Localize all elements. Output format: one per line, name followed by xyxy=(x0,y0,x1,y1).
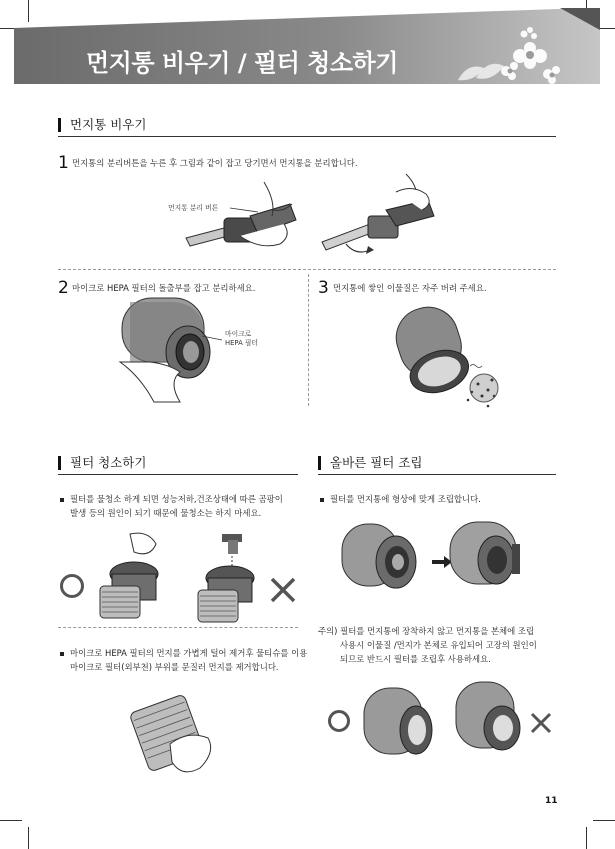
divider xyxy=(58,269,556,270)
filter-water-illustration xyxy=(188,530,268,625)
filter-note-line: 마이크로 HEPA 필터의 먼지를 가볍게 털어 제거후 물티슈를 이용 xyxy=(70,648,308,658)
release-button-label: 먼지통 분리 버튼 xyxy=(168,204,219,212)
caution-line: 되므로 반드시 필터를 조립후 사용하세요. xyxy=(340,654,491,664)
step-number: 2 xyxy=(58,278,69,298)
crop-mark xyxy=(28,827,29,849)
divider xyxy=(58,627,298,628)
filter-note-line: 발생 등의 원인이 되기 때문에 물청소는 하지 마세요. xyxy=(70,508,262,518)
caution-line: 주의) 필터를 먼지통에 장착하지 않고 먼지통을 본체에 조립 xyxy=(318,626,535,636)
assembly-note: 필터를 먼지통에 형상에 맞게 조립합니다. xyxy=(330,494,481,504)
page-title: 먼지통 비우기 / 필터 청소하기 xyxy=(86,49,398,77)
filter-shake-illustration xyxy=(90,530,170,620)
section-rule xyxy=(58,474,298,475)
section-heading-filter: 필터 청소하기 xyxy=(58,456,146,470)
wrong-mark-icon xyxy=(530,712,552,734)
section-heading-assembly: 올바른 필터 조립 xyxy=(318,456,422,470)
correct-mark-icon xyxy=(328,710,350,732)
hepa-filter-label: HEPA 필터 xyxy=(225,339,259,347)
filter-note-line: 필터를 물청소 하게 되면 성능저하,건조상태에 따른 곰팡이 xyxy=(70,494,283,504)
filter-note-line: 마이크로 필터(외부천) 부위를 문질러 먼지를 제거합니다. xyxy=(70,662,279,672)
wrong-mark-icon xyxy=(270,577,296,603)
page-number: 11 xyxy=(545,796,558,806)
divider xyxy=(308,274,309,406)
filter-removal-illustration xyxy=(110,292,260,407)
crop-mark xyxy=(593,820,615,821)
vacuum-pull-illustration xyxy=(316,172,466,252)
step-text: 마이크로 HEPA 필터의 돌출부를 잡고 분리하세요. xyxy=(72,283,256,293)
dust-empty-illustration xyxy=(392,296,522,416)
correct-mark-icon xyxy=(60,574,84,598)
filter-wipe-illustration xyxy=(130,690,220,780)
hepa-filter-label: 마이크로 xyxy=(225,330,252,338)
section-rule xyxy=(58,136,556,137)
crop-mark xyxy=(0,820,22,821)
step-number: 3 xyxy=(318,278,329,298)
bullet xyxy=(60,498,64,502)
step-text: 먼지통에 쌓인 이물질은 자주 버려 주세요. xyxy=(333,283,487,293)
title-banner xyxy=(0,8,615,84)
step-text: 먼지통의 분리버튼을 누른 후 그림과 같이 잡고 당기면서 먼지통을 분리합니다. xyxy=(72,158,358,168)
filter-wrong-illustration xyxy=(452,680,532,755)
step-number: 1 xyxy=(58,153,69,173)
filter-correct-illustration xyxy=(360,686,440,761)
section-rule xyxy=(318,474,556,475)
bullet xyxy=(60,652,64,656)
caution-line: 사용시 이물질 /먼지가 본체로 유입되어 고장의 원인이 xyxy=(340,640,537,650)
filter-assembly-illustration xyxy=(340,520,550,595)
section-heading-empty: 먼지통 비우기 xyxy=(58,118,146,132)
vacuum-detach-illustration xyxy=(180,176,320,256)
crop-mark xyxy=(586,827,587,849)
bullet xyxy=(320,498,324,502)
